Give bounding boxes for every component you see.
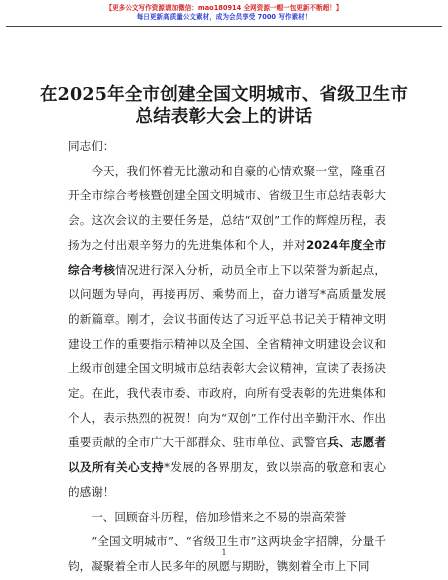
promo-banner-line1: 【更多公文写作资源请加微信：mao180914 全网资源一帽一包更新不断超！】 [105,4,343,12]
document-title [0,84,448,128]
paragraph-1-text-b: 情况进行深入分析，动员全市上下以荣誉为新起点，以问题为导向，再接再厉、乘势而上，奋力谱写*高质量发展的新篇章。刚才，会议书面传达了习近平总书记关于精神文明建设工作的重要指示精神以及全国、全省精神文明建设会议和上级市创建全国文明城市总结表彰大会议精神，宣读了表扬决定。在此，我代表市委、市政府，向所有受表彰的先进集体和个人，表示热烈的祝贺！向为“双创”工作付出辛勤汗水、作出重要贡献的全市广大干部群众、驻市单位、武警官 [68,262,386,450]
title-line-2: 总结表彰大会上的讲话 [135,107,313,127]
paragraph-1-text-c: *发展的各界朋友，致以崇高的敬意和衷心的感谢！ [68,460,386,499]
promo-banner-line2: 每日更新高质量公文素材，成为会员享受 7000 写作素材！ [136,13,312,21]
document-body [68,134,386,579]
greeting: 同志们： [68,139,115,153]
paragraph-2: “全国文明城市”、“省级卫生市”这两块金字招牌，分量千钧，凝聚着全市人民多年的夙愿与期盼，镌刻着全市上下同 [68,534,386,573]
paragraph-1-emphasis-a: 2024年度全市综合考核 [68,237,386,277]
paragraph-1-text-a: 今天，我们怀着无比激动和自豪的心情欢聚一堂，隆重召开全市综合考核暨创建全国文明城市、省级卫生市总结表彰大会。这次会议的主要任务是，总结“双创”工作的辉煌历程，表扬为之付出艰辛努力的先进集体和个人，并对 [68,163,386,252]
paragraph-1 [68,159,386,505]
promo-banner [0,4,448,22]
page-number: 1 [221,548,227,557]
title-line-1: 在2025年全市创建全国文明城市、省级卫生市 [39,85,409,105]
header-divider [6,26,442,27]
section-heading-1: 一、回顾奋斗历程，倍加珍惜来之不易的崇高荣誉 [91,509,347,524]
paragraph-1-emphasis-b: 兵、志愿者以及所有关心支持 [68,435,386,475]
